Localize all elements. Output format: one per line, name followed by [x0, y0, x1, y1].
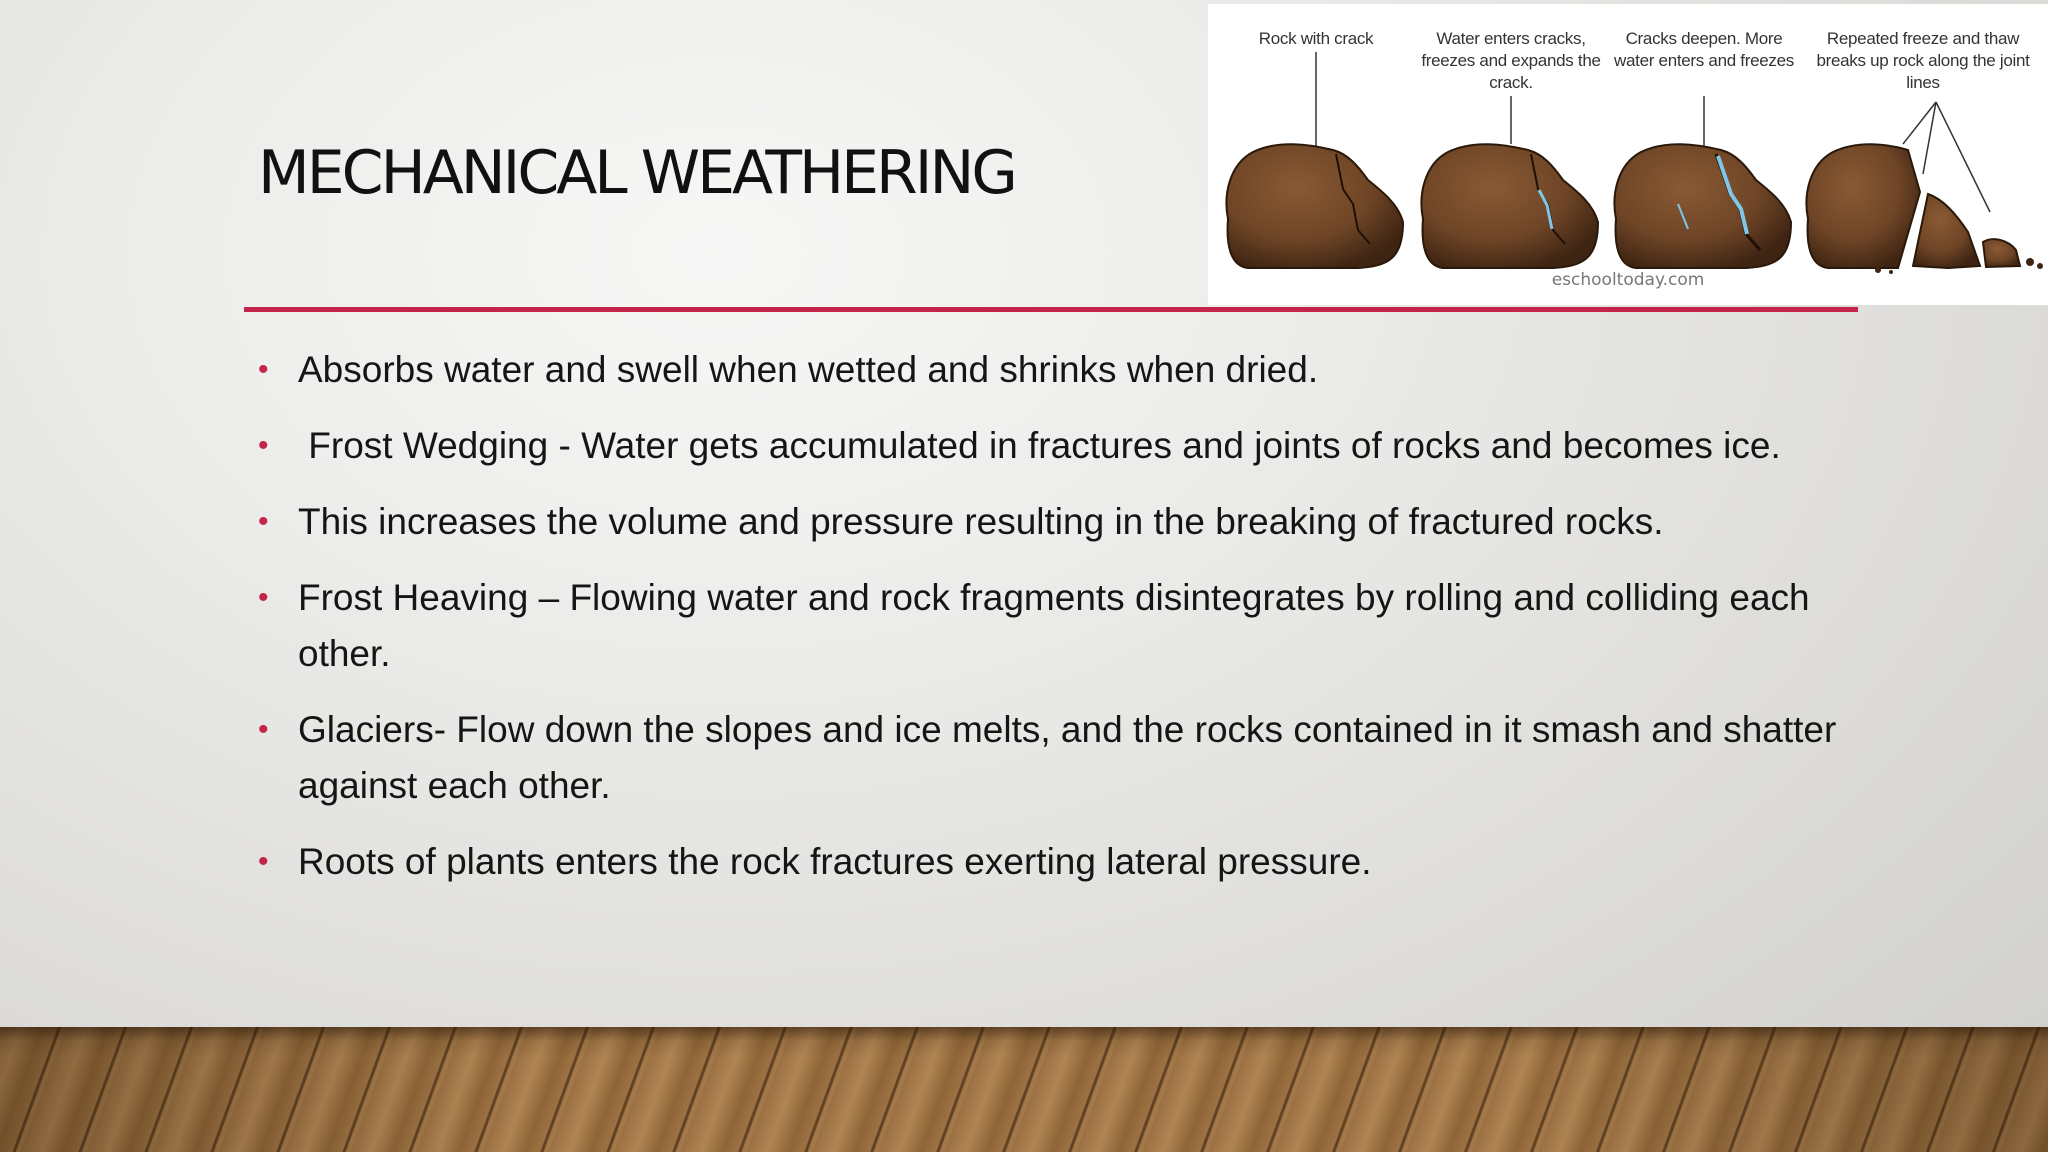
bullet-text: Roots of plants enters the rock fractures exerting lateral pressure.: [298, 841, 1372, 882]
caption-water-enters: Water enters cracks, freezes and expands the crack.: [1421, 29, 1601, 92]
bullet-dot-icon: •: [258, 429, 269, 462]
bullet-dot-icon: •: [258, 581, 269, 614]
rock-with-crack: [1226, 144, 1403, 268]
bullet-item: [258, 570, 1898, 682]
caption-rock-with-crack: Rock with crack: [1258, 29, 1374, 48]
bullet-item: [258, 342, 1898, 398]
frost-wedging-illustration: [1208, 4, 2048, 305]
bullet-dot-icon: •: [258, 353, 269, 386]
leader-line-4a: [1903, 102, 1936, 144]
bullet-text: This increases the volume and pressure resulting in the breaking of fractured rocks.: [298, 501, 1664, 542]
bullet-dot-icon: •: [258, 845, 269, 878]
bullet-item: [258, 834, 1898, 890]
slide-title: MECHANICAL WEATHERING: [258, 138, 1015, 208]
bullet-text: Frost Heaving – Flowing water and rock fragments disintegrates by rolling and colliding each other.: [298, 577, 1810, 674]
bullet-text: Glaciers- Flow down the slopes and ice melts, and the rocks contained in it smash and shatter against each other.: [298, 709, 1837, 806]
bullet-text: Frost Wedging - Water gets accumulated in fractures and joints of rocks and becomes ice.: [298, 425, 1781, 466]
bullet-item: [258, 494, 1898, 550]
bullet-dot-icon: •: [258, 505, 269, 538]
bullet-item: [258, 418, 1898, 474]
leader-line-4b: [1923, 102, 1936, 174]
title-divider: [244, 307, 1858, 312]
bullet-item: [258, 702, 1898, 814]
bullet-text: Absorbs water and swell when wetted and shrinks when dried.: [298, 349, 1319, 390]
bullet-list: [258, 342, 1898, 910]
leader-line-4c: [1936, 102, 1990, 212]
caption-cracks-deepen: Cracks deepen. More water enters and freezes: [1614, 29, 1794, 70]
rock-cracks-deepen: [1614, 144, 1791, 268]
bullet-dot-icon: •: [258, 713, 269, 746]
rock-water-enters: [1421, 144, 1598, 268]
image-credit: eschooltoday.com: [1551, 270, 1705, 290]
floor-shading: [0, 1027, 2048, 1152]
caption-freeze-thaw: Repeated freeze and thaw breaks up rock along the joint lines: [1816, 29, 2030, 92]
